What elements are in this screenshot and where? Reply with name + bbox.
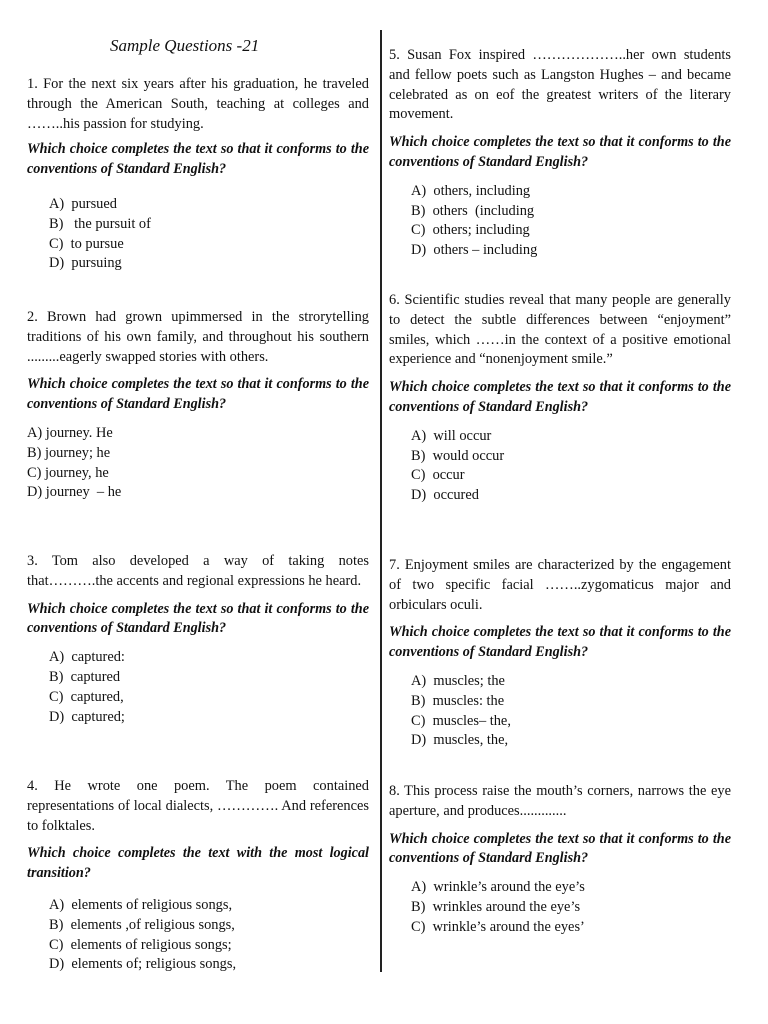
option-a[interactable]: A) journey. He xyxy=(27,424,113,441)
question-prompt: Which choice completes the text so that it conforms to the conventions of Standard English? xyxy=(389,134,731,170)
option-d[interactable]: D) captured; xyxy=(49,708,125,725)
question-stem: 6. Scientific studies reveal that many people are generally to detect the subtle differences between “enjoyment” smiles, which ……in the context of a positive emotional experience and “nonenjoyment smile.” xyxy=(389,292,731,368)
option-a[interactable]: A) wrinkle’s around the eye’s xyxy=(411,879,585,896)
question-1 xyxy=(27,75,369,274)
option-c[interactable]: C) to pursue xyxy=(49,235,124,252)
option-b[interactable]: B) muscles: the xyxy=(411,692,505,709)
option-a[interactable]: A) will occur xyxy=(411,427,492,444)
option-b[interactable]: B) wrinkles around the eye’s xyxy=(411,898,581,915)
question-stem: 8. This process raise the mouth’s corners, narrows the eye aperture, and produces............. xyxy=(389,783,731,819)
question-stem: 7. Enjoyment smiles are characterized by the engagement of two specific facial ……..zygomaticus major and orbiculars oculi. xyxy=(389,557,731,613)
answer-options xyxy=(27,195,369,274)
option-d[interactable]: D) journey – he xyxy=(27,484,122,501)
question-prompt: Which choice completes the text with the most logical transition? xyxy=(27,845,369,882)
answer-options xyxy=(389,182,731,261)
option-a[interactable]: A) captured: xyxy=(49,649,125,666)
question-prompt: Which choice completes the text so that it conforms to the conventions of Standard English? xyxy=(389,624,731,661)
option-a[interactable]: A) muscles; the xyxy=(411,672,505,689)
option-b[interactable]: B) elements ,of religious songs, xyxy=(49,916,235,933)
answer-options xyxy=(27,424,369,503)
question-prompt: Which choice completes the text so that it conforms to the conventions of Standard English? xyxy=(389,379,731,415)
option-b[interactable]: B) the pursuit of xyxy=(49,215,151,232)
option-d[interactable]: D) elements of; religious songs, xyxy=(49,956,237,973)
question-prompt: Which choice completes the text so that it conforms to the conventions of Standard English? xyxy=(27,376,369,413)
page-title: Sample Questions -21 xyxy=(110,36,260,55)
question-4 xyxy=(27,777,369,975)
option-c[interactable]: C) elements of religious songs; xyxy=(49,936,232,953)
answer-options xyxy=(27,648,369,727)
question-stem: 4. He wrote one poem. The poem contained representations of local dialects, …………. And references to folktales. xyxy=(27,778,369,834)
question-3 xyxy=(27,552,369,727)
option-c[interactable]: C) occur xyxy=(411,467,465,484)
option-c[interactable]: C) journey, he xyxy=(27,464,109,481)
option-b[interactable]: B) would occur xyxy=(411,447,505,464)
answer-options xyxy=(389,427,731,506)
question-prompt: Which choice completes the text so that it conforms to the conventions of Standard English? xyxy=(27,600,369,637)
question-8 xyxy=(389,782,731,938)
question-prompt: Which choice completes the text so that it conforms to the conventions of Standard English? xyxy=(389,830,731,867)
option-c[interactable]: C) others; including xyxy=(411,222,530,239)
option-a[interactable]: A) others, including xyxy=(411,182,531,199)
option-b[interactable]: B) journey; he xyxy=(27,444,111,461)
question-stem: 5. Susan Fox inspired ………………..her own students and fellow poets such as Langston Hughes – and became celebrated as on eof the greatest writers of the literary movement. xyxy=(389,47,731,123)
question-7 xyxy=(389,556,731,751)
option-d[interactable]: D) occured xyxy=(411,487,479,504)
question-stem: 3. Tom also developed a way of taking notes that……….the accents and regional expressions he heard. xyxy=(27,553,369,589)
option-d[interactable]: D) muscles, the, xyxy=(411,732,509,749)
question-stem: 2. Brown had grown upimmersed in the strorytelling traditions of his own family, and throughout his southern .........eagerly swapped stories with others. xyxy=(27,309,369,365)
question-6 xyxy=(389,291,731,506)
option-c[interactable]: C) captured, xyxy=(49,688,124,705)
answer-options xyxy=(389,878,731,937)
column-divider xyxy=(380,30,382,972)
answer-options xyxy=(27,896,369,975)
question-prompt: Which choice completes the text so that it conforms to the conventions of Standard English? xyxy=(27,141,369,178)
option-b[interactable]: B) captured xyxy=(49,668,121,685)
question-stem: 1. For the next six years after his graduation, he traveled through the American South, teaching at colleges and ……..his passion for studying. xyxy=(27,76,369,132)
question-5 xyxy=(389,46,731,261)
option-d[interactable]: D) others – including xyxy=(411,242,538,259)
option-d[interactable]: D) pursuing xyxy=(49,255,122,272)
option-a[interactable]: A) elements of religious songs, xyxy=(49,896,233,913)
question-2 xyxy=(27,308,369,503)
option-c[interactable]: C) muscles– the, xyxy=(411,712,511,729)
option-c[interactable]: C) wrinkle’s around the eyes’ xyxy=(411,918,585,935)
option-b[interactable]: B) others (including xyxy=(411,202,535,219)
answer-options xyxy=(389,672,731,751)
option-a[interactable]: A) pursued xyxy=(49,195,117,212)
